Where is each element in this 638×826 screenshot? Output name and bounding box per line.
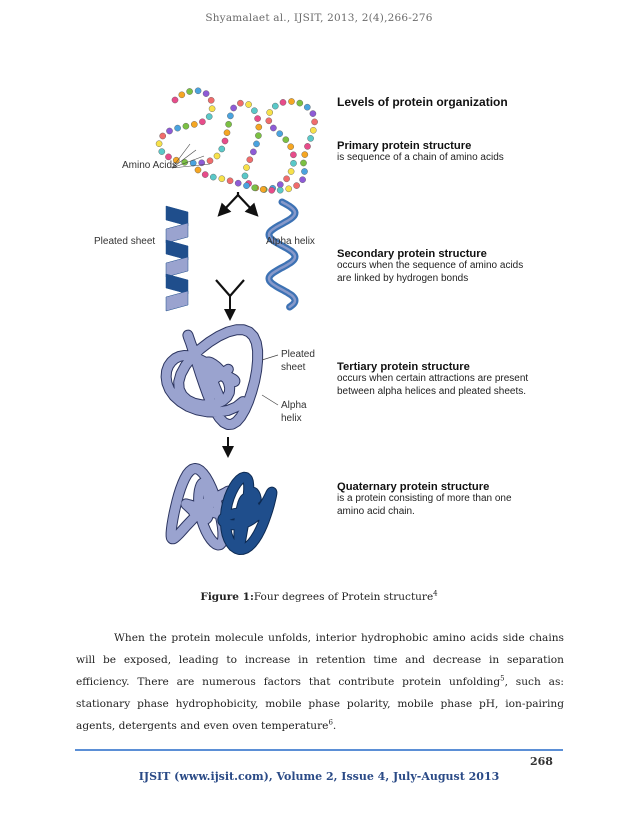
amino-acid-bead xyxy=(300,160,306,166)
tertiary-pleated-line1: Pleated xyxy=(281,349,315,360)
level-desc-line: between alpha helices and pleated sheets. xyxy=(337,385,527,397)
tertiary-alpha-helix-label xyxy=(281,399,307,425)
amino-acid-bead xyxy=(277,187,283,193)
amino-acid-bead xyxy=(214,153,220,159)
amino-acid-bead xyxy=(195,167,201,173)
figure-heading: Levels of protein organization xyxy=(337,95,508,109)
amino-acid-bead xyxy=(253,141,259,147)
amino-acid-bead xyxy=(251,108,257,114)
amino-acid-bead xyxy=(286,186,292,192)
amino-acid-bead xyxy=(270,125,276,131)
level-quaternary xyxy=(337,481,512,518)
pleated-sheet-drawing xyxy=(166,206,188,311)
amino-acid-bead xyxy=(199,119,205,125)
amino-acid-bead xyxy=(255,133,261,139)
amino-acid-bead xyxy=(175,125,181,131)
amino-acids-label: Amino Acids xyxy=(122,160,178,171)
amino-acid-bead xyxy=(202,172,208,178)
amino-acid-bead xyxy=(219,176,225,182)
level-desc-line: are linked by hydrogen bonds xyxy=(337,272,469,284)
amino-acid-bead xyxy=(304,143,310,149)
amino-acid-bead xyxy=(288,144,294,150)
amino-acid-bead xyxy=(166,128,172,134)
level-title: Quaternary protein structure xyxy=(337,481,490,493)
amino-acid-bead xyxy=(231,105,237,111)
figure-caption xyxy=(0,591,638,603)
amino-acid-bead xyxy=(226,121,232,127)
pleated-sheet-segment xyxy=(166,240,188,260)
tertiary-pointer-lines xyxy=(262,355,278,405)
citation-5: 5 xyxy=(500,674,505,683)
amino-acid-bead xyxy=(280,99,286,105)
amino-acid-bead xyxy=(207,158,213,164)
amino-acid-bead xyxy=(222,138,228,144)
amino-acid-bead xyxy=(283,137,289,143)
level-title: Primary protein structure xyxy=(337,140,472,152)
amino-acid-bead xyxy=(290,152,296,158)
caption-label: Figure 1: xyxy=(200,591,254,603)
amino-acid-bead xyxy=(312,119,318,125)
amino-acid-bead xyxy=(277,131,283,137)
amino-acid-bead xyxy=(208,97,214,103)
amino-acid-bead xyxy=(224,130,230,136)
pleated-sheet-segment xyxy=(166,274,188,294)
amino-acid-bead xyxy=(235,180,241,186)
amino-acid-bead xyxy=(242,173,248,179)
pleated-sheet-segment xyxy=(166,206,188,226)
tertiary-pleated-sheet-label xyxy=(281,348,315,374)
amino-acid-bead xyxy=(260,186,266,192)
amino-acid-bead xyxy=(308,135,314,141)
amino-acid-bead xyxy=(195,88,201,94)
amino-acid-bead xyxy=(290,160,296,166)
primary-bead-chain xyxy=(156,88,318,194)
amino-acid-bead xyxy=(237,100,243,106)
citation-6: 6 xyxy=(328,718,333,727)
quaternary-structure-drawing xyxy=(171,469,272,550)
amino-acid-bead xyxy=(227,178,233,184)
amino-acid-bead xyxy=(227,113,233,119)
amino-acid-bead xyxy=(247,157,253,163)
amino-acid-bead xyxy=(183,123,189,129)
amino-acid-bead xyxy=(294,183,300,189)
amino-acid-bead xyxy=(277,182,283,188)
amino-acid-bead xyxy=(269,187,275,193)
amino-acid-bead xyxy=(267,109,273,115)
alpha-helix-drawing xyxy=(269,202,295,307)
amino-acid-bead xyxy=(256,124,262,130)
caption-reference: 4 xyxy=(433,589,438,598)
level-tertiary xyxy=(337,361,528,398)
amino-acid-bead xyxy=(219,146,225,152)
level-title: Tertiary protein structure xyxy=(337,361,470,373)
amino-acid-bead xyxy=(160,133,166,139)
split-arrow xyxy=(222,192,254,212)
tertiary-pleated-line2: sheet xyxy=(281,362,306,373)
amino-acid-bead xyxy=(266,118,272,124)
amino-acid-bead xyxy=(301,168,307,174)
level-desc-line: is a protein consisting of more than one xyxy=(337,493,512,504)
level-primary xyxy=(337,140,504,165)
amino-acid-bead xyxy=(304,104,310,110)
amino-acid-bead xyxy=(243,165,249,171)
pleated-sheet-segment xyxy=(166,291,188,311)
level-desc-line: occurs when the sequence of amino acids xyxy=(337,260,524,271)
level-desc-line: is sequence of a chain of amino acids xyxy=(337,152,504,163)
amino-acid-bead xyxy=(209,106,215,112)
amino-acid-bead xyxy=(288,168,294,174)
level-desc-line: amino acid chain. xyxy=(337,505,415,517)
amino-acid-bead xyxy=(300,177,306,183)
amino-acid-bead xyxy=(243,183,249,189)
amino-acid-bead xyxy=(310,111,316,117)
amino-acid-bead xyxy=(272,103,278,109)
caption-text: Four degrees of Protein structure xyxy=(253,591,434,603)
amino-acid-bead xyxy=(288,98,294,104)
footer-rule xyxy=(75,749,563,751)
tertiary-alpha-line2: helix xyxy=(281,413,302,424)
amino-acid-bead xyxy=(284,176,290,182)
paragraph xyxy=(76,627,564,737)
page-number: 268 xyxy=(530,755,553,768)
amino-acid-bead xyxy=(179,92,185,98)
tertiary-structure-drawing xyxy=(166,330,258,425)
amino-acid-bead xyxy=(187,88,193,94)
amino-acid-bead xyxy=(302,152,308,158)
amino-acid-bead xyxy=(252,185,258,191)
amino-acid-bead xyxy=(255,116,261,122)
pleated-sheet-label: Pleated sheet xyxy=(94,236,156,247)
tertiary-alpha-line1: Alpha xyxy=(281,400,307,411)
amino-acid-bead xyxy=(172,97,178,103)
pleated-sheet-segment xyxy=(166,257,188,277)
paragraph-text-1: When the protein molecule unfolds, interior hydrophobic amino acids side chains will be exposed, leading to increase in retention time and decrease in separation efficiency. There are numerous factors that contribute protein unfolding xyxy=(76,632,564,688)
level-desc-line: occurs when certain attractions are present xyxy=(337,373,529,384)
level-secondary xyxy=(337,248,523,285)
amino-acid-bead xyxy=(310,127,316,133)
alpha-helix-label: Alpha helix xyxy=(266,236,315,247)
amino-acid-bead xyxy=(210,174,216,180)
paragraph-text-2: , such as: stationary phase hydrophobicity, mobile phase polarity, mobile phase pH, ion-pairing agents, detergents and even oven temperature xyxy=(76,676,564,732)
level-title: Secondary protein structure xyxy=(337,248,487,260)
journal-footer: IJSIT (www.ijsit.com), Volume 2, Issue 4, July-August 2013 xyxy=(138,770,500,783)
amino-acid-bead xyxy=(206,114,212,120)
running-head: Shyamalaet al., IJSIT, 2013, 2(4),266-276 xyxy=(205,12,433,24)
amino-acid-bead xyxy=(156,141,162,147)
amino-acid-bead xyxy=(246,101,252,107)
paragraph-text-3: . xyxy=(332,720,337,732)
amino-acid-bead xyxy=(191,121,197,127)
amino-acid-bead xyxy=(250,149,256,155)
amino-acid-bead xyxy=(297,100,303,106)
body-paragraph xyxy=(76,627,564,737)
amino-acid-bead xyxy=(203,91,209,97)
merge-arrow xyxy=(216,280,244,315)
pleated-sheet-segment xyxy=(166,223,188,243)
amino-acid-bead xyxy=(159,149,165,155)
